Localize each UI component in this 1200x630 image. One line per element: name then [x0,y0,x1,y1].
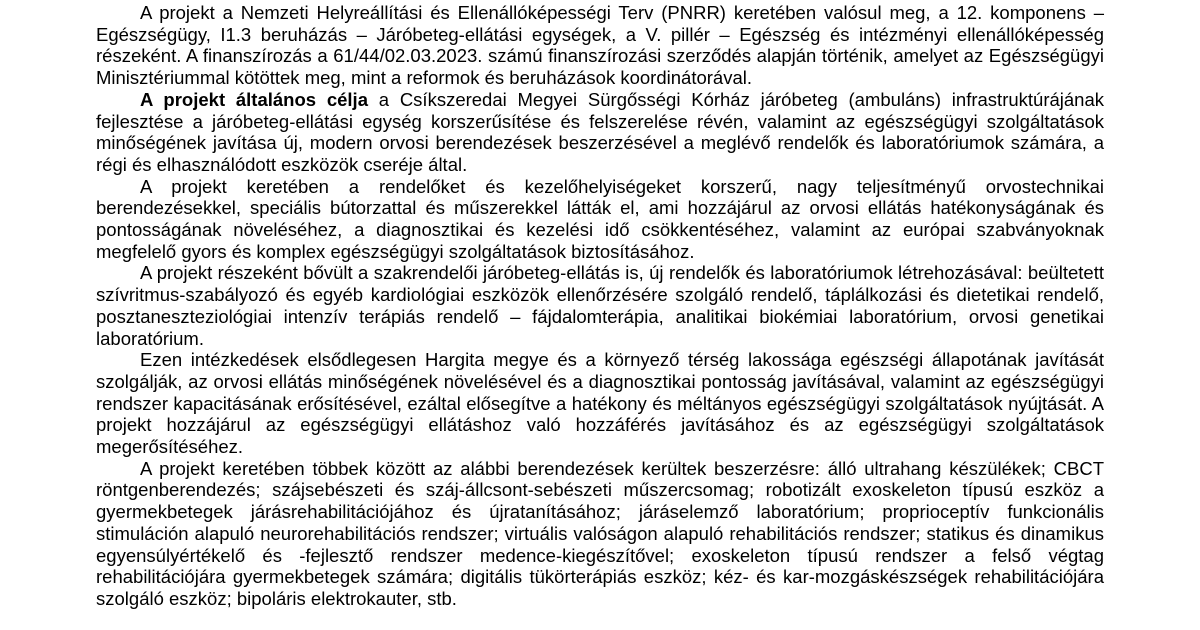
text-run: Ezen intézkedések elsődlegesen Hargita megye és a környező térség lakossága egészségi állapotának javítását szolgálják, az orvosi ellátás minőségének növelésével és a diagnosztikai pontosság javításával, valamint az egészségügyi rendszer kapacitásának erősítésével, ezáltal elősegítve a hatékony és méltányos egészségügyi szolgáltatások nyújtását. A projekt hozzájárul az egészségügyi ellátáshoz való hozzáférés javításához és az egészségügyi szolgáltatások megerősítéséhez. [96,349,1104,458]
paragraph [96,2,1104,89]
text-run: A projekt részeként bővült a szakrendelői járóbeteg-ellátás is, új rendelők és laboratóriumok létrehozásával: beültetett szívritmus-szabályozó és egyéb kardiológiai eszközök ellenőrzésére szolgáló rendelő, táplálkozási és dietetikai rendelő, posztaneszteziológiai intenzív terápiás rendelő – fájdalomterápia, analitikai biokémiai laboratórium, orvosi genetikai laboratórium. [96,262,1104,349]
text-run: A projekt a Nemzeti Helyreállítási és Ellenállóképességi Terv (PNRR) keretében valósul meg, a 12. komponens – Egészségügy, I1.3 beruházás – Járóbeteg-ellátási egységek, a V. pillér – Egészség és intézményi ellenállóképesség részeként. A finanszírozás a 61/44/02.03.2023. számú finanszírozási szerződés alapján történik, amelyet az Egészségügyi Minisztériummal kötöttek meg, mint a reformok és beruházások koordinátorával. [96,2,1104,89]
text-run-bold: A projekt általános célja [140,88,368,110]
paragraph [96,176,1104,263]
text-run: A projekt keretében a rendelőket és kezelőhelyiségeket korszerű, nagy teljesítményű orvostechnikai berendezésekkel, speciális bútorzattal és műszerekkel látták el, ami hozzájárul az orvosi ellátás hatékonyságának és pontosságának növeléséhez, a diagnosztikai és kezelési idő csökkentéséhez, valamint az európai szabványoknak megfelelő gyors és komplex egészségügyi szolgáltatások biztosításához. [96,175,1104,262]
paragraph [96,89,1104,176]
text-run: A projekt keretében többek között az alábbi berendezések kerültek beszerzésre: álló ultrahang készülékek; CBCT röntgenberendezés; szájsebészeti és száj-állcsont-sebészeti műszercsomag; robotizált exoskeleton típusú eszköz a gyermekbetegek járásrehabilitációjához és újratanításához; járáselemző laboratórium; proprioceptív funkcionális stimuláción alapuló neurorehabilitációs rendszer; virtuális valóságon alapuló rehabilitációs rendszer; statikus és dinamikus egyensúlyértékelő és -fejlesztő rendszer medence-kiegészítővel; exoskeleton típusú rendszer a felső végtag rehabilitációjára gyermekbetegek számára; digitális tükörterápiás eszköz; kéz- és kar-mozgáskészségek rehabilitációjára szolgáló eszköz; bipoláris elektrokauter, stb. [96,457,1104,609]
paragraph [96,458,1104,610]
paragraph [96,262,1104,349]
text-run: a Csíkszeredai Megyei Sürgősségi Kórház járóbeteg (ambuláns) infrastruktúrájának fejlesztése a járóbeteg-ellátási egység korszerűsítése és felszerelése révén, valamint az egészségügyi szolgáltatások minőségének javítása új, modern orvosi berendezések beszerzésével a meglévő rendelők és laboratóriumok számára, a régi és elhasználódott eszközök cseréje által. [96,88,1104,175]
paragraph [96,349,1104,458]
